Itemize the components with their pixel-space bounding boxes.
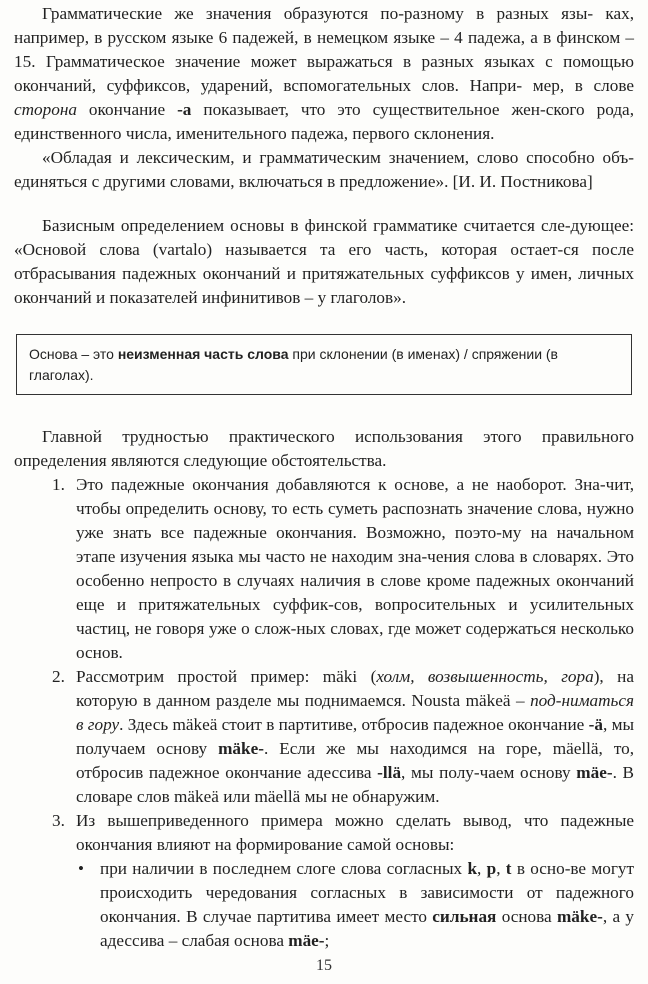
bold-morpheme: mäke- xyxy=(556,907,603,926)
text-span: с помощью окончаний, суффиксов, ударений, вспомогательных слов. Напри- xyxy=(14,52,635,95)
paragraph-grammatical-meanings xyxy=(14,2,634,146)
list-item xyxy=(14,809,634,953)
bold-morpheme: mäe- xyxy=(576,763,613,782)
item-number: 1. xyxy=(52,475,65,494)
list-item xyxy=(14,473,634,665)
text-span: в осно-ве могут происходить чередования согласных в зависимости от падежного окончания. В случае партитива имеет место xyxy=(100,859,634,926)
text-span: , мы получаем основу xyxy=(76,715,634,758)
bold-morpheme: mäke- xyxy=(218,739,264,758)
paragraph-stem-definition: Базисным определением основы в финской грамматике считается сле-дующее: «Основой слова (vartalo) называется та его часть, которая остает-ся после отбрасывания падежных окончаний и притяжательных суффиксов у имен, личных окончаний и показателей инфинитивов – у глаголов». xyxy=(14,216,634,307)
bold-consonant: t xyxy=(505,859,512,878)
paragraph-difficulty: Главной трудностью практического использования этого правильного определения являются следующие обстоятельства. xyxy=(14,427,634,470)
item-number: 2. xyxy=(52,667,65,686)
bullet-item xyxy=(76,857,634,953)
text-span: окончание xyxy=(76,100,178,119)
bold-morpheme: -ä xyxy=(588,715,603,734)
italic-gloss: холм, возвышенность, гора xyxy=(376,667,594,686)
text-span: , xyxy=(477,859,487,878)
bold-morpheme: mäe- xyxy=(288,931,325,950)
ending-bold: -а xyxy=(177,100,192,119)
text-span: ках, например, в русском языке 6 падежей, в немецком языке – 4 падежа, xyxy=(14,4,634,47)
text-span: ; xyxy=(324,931,330,950)
item-text: Из вышеприведенного примера можно сделать вывод, что падежные окончания влияют на формирование самой основы: xyxy=(76,811,634,854)
rule-text: при склонении (в именах) / спряжении (в глаголах). xyxy=(29,346,558,383)
page-number: 15 xyxy=(316,957,332,974)
text-span: при наличии в последнем слоге слова согласных xyxy=(100,859,468,878)
numbered-list xyxy=(14,473,634,953)
text-span: основа xyxy=(496,907,557,926)
italic-gloss: под-ниматься в гору xyxy=(76,691,634,734)
text-span: показывает, что это существительное жен-ского рода, единственного числа, именительного падежа, первого склонения. xyxy=(14,100,634,143)
text-span: . В словаре слов mäkeä или mäellä мы не обнаружим. xyxy=(76,763,635,806)
text-span: мер, в слове xyxy=(532,76,635,95)
text-span: Рассмотрим простой пример: mäki ( xyxy=(76,667,377,686)
list-item xyxy=(14,665,634,809)
bold-consonant: p xyxy=(486,859,497,878)
item-number: 3. xyxy=(52,811,65,830)
bold-term: сильная xyxy=(432,907,497,926)
bold-consonant: k xyxy=(467,859,478,878)
text-span: , а у адессива – слабая основа xyxy=(100,907,634,950)
text-span: , xyxy=(496,859,506,878)
bullet-icon: • xyxy=(78,859,84,878)
example-word: сторона xyxy=(14,100,77,119)
bold-morpheme: -llä xyxy=(377,763,402,782)
text-span: Грамматические же значения образуются по-разному в разных язы- xyxy=(42,4,594,23)
text-span: а в финском – 15. Грамматическое значение может выражаться в разных языках xyxy=(14,28,635,71)
bullet-list xyxy=(76,857,634,953)
paragraph-quote-postnikova: «Обладая и лексическим, и грамматическим значением, слово способно объ-единяться с другими словами, включаться в предложение». [И. И. Постникова] xyxy=(14,148,634,191)
rule-text: Основа – это xyxy=(29,346,118,362)
item-text: Это падежные окончания добавляются к основе, а не наоборот. Зна-чит, чтобы определить основу, то есть суметь распознать значение слова, нужно уже знать все падежные окончания. Возможно, поэто-му на начальном этапе изучения языка мы часто не находим зна-чения слова в словарях. Это особенно непросто в случаях наличия в слове кроме падежных окончаний еще и притяжательных суффик-сов, вопросительных и усилительных частиц, не говоря уже о слож-ных словах, где может содержаться несколько основ. xyxy=(76,475,634,662)
text-span: ), на которую в данном разделе мы поднимаемся. Nousta mäkeä – xyxy=(76,667,634,710)
rule-box xyxy=(16,334,632,395)
text-span: , мы полу-чаем основу xyxy=(401,763,577,782)
text-span: . Здесь mäkeä стоит в партитиве, отбросив падежное окончание xyxy=(119,715,589,734)
rule-bold: неизменная часть слова xyxy=(117,346,289,362)
text-span: . Если же мы находимся на горе, mäellä, то, отбросив падежное окончание адессива xyxy=(76,739,634,782)
